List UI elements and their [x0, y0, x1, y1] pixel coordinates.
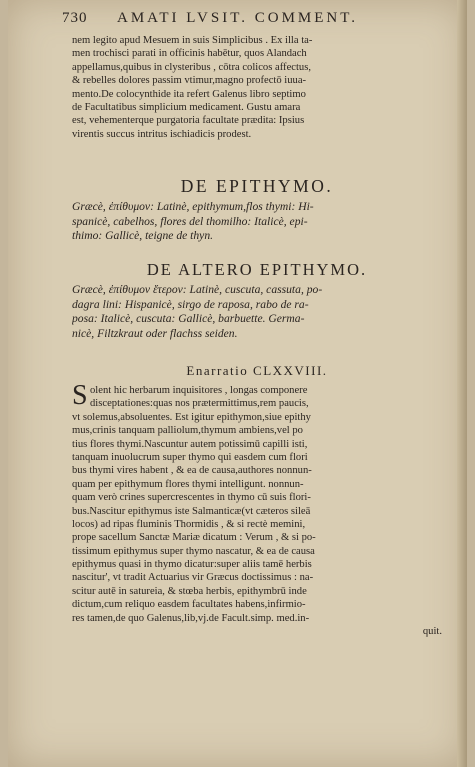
body-paragraph	[72, 411, 442, 639]
text-line: bus thymi vires habent , & ea de causa,authores nonnun-	[72, 465, 312, 477]
text-line: mento.De colocynthide ita refert Galenus libro septimo	[72, 88, 306, 100]
body-first-lines	[90, 384, 442, 411]
text-line: olent hic herbarum inquisitores , longas componere	[90, 385, 308, 396]
text-line: vt solemus,absoluentes. Est igitur epithymon,siue epithy	[72, 411, 311, 423]
running-header	[62, 10, 442, 32]
text-line: tius flores thymi.Nascuntur autem potissimū capilli isti,	[72, 438, 308, 450]
text-line: tanquam inuolucrum super thymo qui easdem cum flori	[72, 451, 308, 463]
text-line: appellamus,quibus in clysteribus , cōtra colicos affectus,	[72, 61, 311, 73]
epithymo-names	[72, 200, 442, 244]
text-line: de Facultatibus simplicium medicament. Gustu amara	[72, 101, 301, 113]
drop-cap: S	[72, 380, 88, 411]
text-line: & rebelles dolores passim vtimur,magno profectō iuua-	[72, 75, 307, 87]
text-line: virentis succus intritus ischiadicis prodest.	[72, 128, 252, 140]
text-line: epithymus quasi in thymo dicatur:super aliis tamē herbis	[72, 559, 312, 571]
text-line: Græcè, ἐπίθυμον: Latinè, epithymum,flos thymi: Hi-	[72, 200, 314, 213]
text-line: bus.Nascitur epithymus iste Salmanticæ(vt cæteros sileā	[72, 505, 311, 517]
text-line: dagra lini: Hispanicè, sirgo de raposa, rabo de ra-	[72, 297, 309, 311]
page-number: 730	[62, 10, 88, 26]
text-line: men trochisci parati in officinis habētur, quos Alandach	[72, 48, 307, 60]
running-title: AMATI LVSIT. COMMENT.	[117, 10, 359, 26]
text-line: thimo: Gallicè, teigne de thyn.	[72, 229, 214, 242]
text-line: prope sacellum Sanctæ Mariæ dicatum : Verum , & si po-	[72, 532, 316, 544]
text-line: spanicè, cabelhos, flores del thomilho: Italicè, epi-	[72, 214, 308, 228]
text-line: Græcè, ἐπίθυμον ἕτερον: Latinè, cuscuta, cassuta, po-	[72, 283, 323, 296]
enarratio-heading: Enarratio CLXXVIII.	[186, 363, 328, 378]
text-line: quam verò crines supercrescentes in thymo cū suis flori-	[72, 492, 311, 504]
text-line: locos) ad ripas fluminis Thormidis , & si rectè memini,	[72, 518, 306, 530]
heading-de-epithymo: DE EPITHYMO.	[180, 176, 334, 196]
text-line: dictum,cum reliquo easdem facultates habens,infirmio-	[72, 599, 306, 611]
text-line: tissimum epithymus super thymo nascatur, & ea de causa	[72, 545, 315, 557]
text-line: quam per epithymum flores thymi intelligunt. nonnun-	[72, 478, 304, 490]
text-line: nicè, Filtzkraut oder flachss seiden.	[72, 326, 238, 340]
heading-de-altero-epithymo: DE ALTERO EPITHYMO.	[146, 260, 368, 279]
text-line: mus,crinis tanquam palliolum,thymum ambiens,vel po	[72, 425, 303, 437]
altero-names	[72, 283, 442, 341]
text-line: disceptationes:quas nos prætermittimus,rem paucis,	[90, 398, 309, 410]
text-line: scitur autē in satureia, & stœba herbis, epithymbrū inde	[72, 585, 307, 597]
text-line: quit.	[422, 626, 442, 638]
page-edge-shadow	[457, 0, 467, 767]
text-line: posa: Italicè, cuscuta: Gallicè, barbuette. Germa-	[72, 312, 305, 325]
text-line: est, vehementerque purgatoria facultate prædita: Ipsius	[72, 115, 305, 127]
text-line: res tamen,de quo Galenus,lib,vj.de Facult.simp. med.in-	[72, 612, 310, 624]
text-line: nem legito apud Mesuem in suis Simplicibus . Ex illa ta-	[72, 35, 313, 46]
top-paragraph	[72, 34, 442, 141]
text-line: nascitur', vt tradit Actuarius vir Græcus doctissimus : na-	[72, 572, 314, 584]
